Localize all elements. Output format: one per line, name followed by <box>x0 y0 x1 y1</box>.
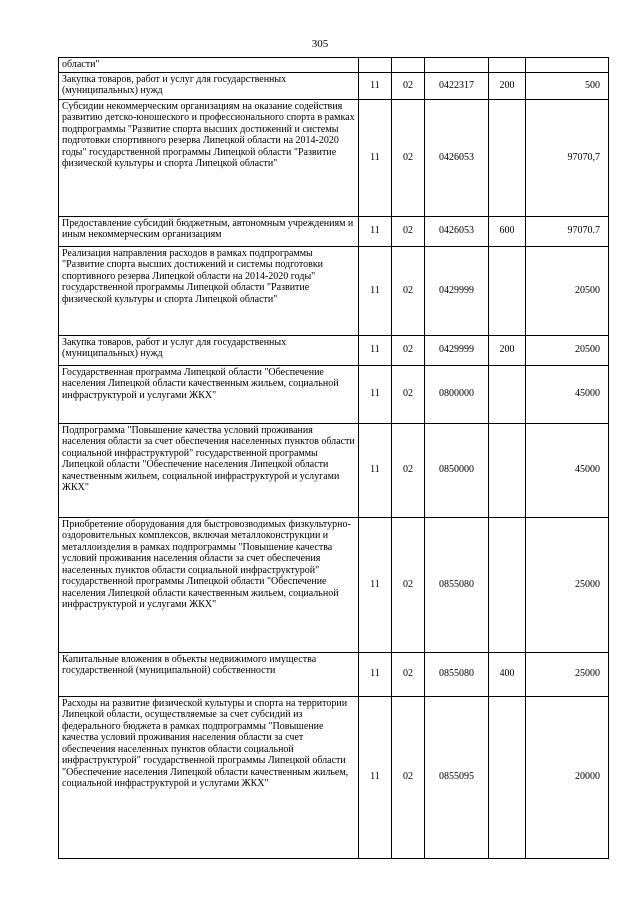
row-section-code: 11 <box>359 696 392 858</box>
row-target-article: 0426053 <box>425 216 489 246</box>
row-subsection-code: 02 <box>392 99 425 216</box>
row-description: Закупка товаров, работ и услуг для государственных (муниципальных) нужд <box>59 72 359 99</box>
row-target-article: 0855080 <box>425 517 489 652</box>
row-section-code: 11 <box>359 246 392 335</box>
table-row <box>59 335 609 365</box>
row-subsection-code: 02 <box>392 335 425 365</box>
row-target-article: 0800000 <box>425 365 489 423</box>
row-expense-type: 400 <box>489 652 526 696</box>
row-expense-type <box>489 365 526 423</box>
row-expense-type: 600 <box>489 216 526 246</box>
row-amount: 20500 <box>526 335 609 365</box>
table-row <box>59 517 609 652</box>
row-expense-type: 200 <box>489 335 526 365</box>
row-section-code: 11 <box>359 72 392 99</box>
table-row <box>59 696 609 858</box>
row-amount: 97070,7 <box>526 99 609 216</box>
row-target-article: 0426053 <box>425 99 489 216</box>
page-number: 305 <box>311 38 329 50</box>
row-target-article: 0855080 <box>425 652 489 696</box>
row-subsection-code: 02 <box>392 72 425 99</box>
row-subsection-code: 02 <box>392 517 425 652</box>
row-target-article: 0429999 <box>425 246 489 335</box>
row-amount: 25000 <box>526 652 609 696</box>
row-section-code: 11 <box>359 99 392 216</box>
row-section-code: 11 <box>359 365 392 423</box>
row-description: Субсидии некоммерческим организациям на оказание содействия развитию детско-юношеского и профессионального спорта в рамках подпрограммы "Развитие спорта высших достижений и системы подготовки спортивного резерва Липецкой области на 2014-2020 годы" государственной программы Липецкой области "Развитие физической культуры и спорта Липецкой области" <box>59 99 359 216</box>
row-amount: 20000 <box>526 696 609 858</box>
row-description: Капитальные вложения в объекты недвижимого имущества государственной (муниципальной) собственности <box>59 652 359 696</box>
table-row <box>59 365 609 423</box>
table-row <box>59 246 609 335</box>
row-amount <box>526 58 609 73</box>
row-amount: 20500 <box>526 246 609 335</box>
row-section-code: 11 <box>359 517 392 652</box>
row-section-code: 11 <box>359 216 392 246</box>
row-description: Предоставление субсидий бюджетным, автономным учреждениям и иным некоммерческим организациям <box>59 216 359 246</box>
row-amount: 500 <box>526 72 609 99</box>
row-description: Реализация направления расходов в рамках подпрограммы "Развитие спорта высших достижений и системы подготовки спортивного резерва Липецкой области на 2014-2020 годы" государственной программы Липецкой области "Развитие физической культуры и спорта Липецкой области" <box>59 246 359 335</box>
row-expense-type: 200 <box>489 72 526 99</box>
row-subsection-code: 02 <box>392 423 425 517</box>
row-subsection-code <box>392 58 425 73</box>
row-target-article: 0850000 <box>425 423 489 517</box>
row-expense-type <box>489 58 526 73</box>
table-row <box>59 652 609 696</box>
row-expense-type <box>489 517 526 652</box>
row-subsection-code: 02 <box>392 652 425 696</box>
row-section-code <box>359 58 392 73</box>
row-target-article: 0429999 <box>425 335 489 365</box>
row-description: Закупка товаров, работ и услуг для государственных (муниципальных) нужд <box>59 335 359 365</box>
budget-table-body <box>59 58 609 859</box>
table-row <box>59 216 609 246</box>
row-expense-type <box>489 696 526 858</box>
row-subsection-code: 02 <box>392 246 425 335</box>
row-section-code: 11 <box>359 423 392 517</box>
row-description: Приобретение оборудования для быстровозводимых физкультурно-оздоровительных комплексов, включая металлоконструкции и металлоизделия в рамках подпрограммы "Повышение качества условий проживания населения области за счет обеспечения населенных пунктов области социальной инфраструктурой" государственной программы Липецкой области "Обеспечение населения Липецкой области качественным жильем, социальной инфраструктурой и услугами ЖКХ" <box>59 517 359 652</box>
table-row <box>59 58 609 73</box>
row-target-article: 0422317 <box>425 72 489 99</box>
row-subsection-code: 02 <box>392 216 425 246</box>
row-amount: 45000 <box>526 365 609 423</box>
row-expense-type <box>489 99 526 216</box>
row-target-article: 0855095 <box>425 696 489 858</box>
row-description: области" <box>59 58 359 73</box>
row-amount: 97070.7 <box>526 216 609 246</box>
row-subsection-code: 02 <box>392 696 425 858</box>
row-section-code: 11 <box>359 335 392 365</box>
row-description: Государственная программа Липецкой области "Обеспечение населения Липецкой области качественным жильем, социальной инфраструктурой и услугами ЖКХ" <box>59 365 359 423</box>
table-row <box>59 72 609 99</box>
row-target-article <box>425 58 489 73</box>
table-row <box>59 99 609 216</box>
row-amount: 45000 <box>526 423 609 517</box>
row-expense-type <box>489 246 526 335</box>
row-expense-type <box>489 423 526 517</box>
row-section-code: 11 <box>359 652 392 696</box>
table-row <box>59 423 609 517</box>
row-description: Подпрограмма "Повышение качества условий проживания населения области за счет обеспечения населенных пунктов области социальной инфраструктурой" государственной программы Липецкой области "Обеспечение населения Липецкой области качественным жильем, социальной инфраструктурой и услугами ЖКХ" <box>59 423 359 517</box>
row-amount: 25000 <box>526 517 609 652</box>
row-subsection-code: 02 <box>392 365 425 423</box>
budget-table <box>58 57 609 859</box>
row-description: Расходы на развитие физической культуры и спорта на территории Липецкой области, осуществляемые за счет субсидий из федерального бюджета в рамках подпрограммы "Повышение качества условий проживания населения области за счет обеспечения населенных пунктов области социальной инфраструктурой" государственной программы Липецкой области "Обеспечение населения Липецкой области качественным жильем, социальной инфраструктурой и услугами ЖКХ" <box>59 696 359 858</box>
